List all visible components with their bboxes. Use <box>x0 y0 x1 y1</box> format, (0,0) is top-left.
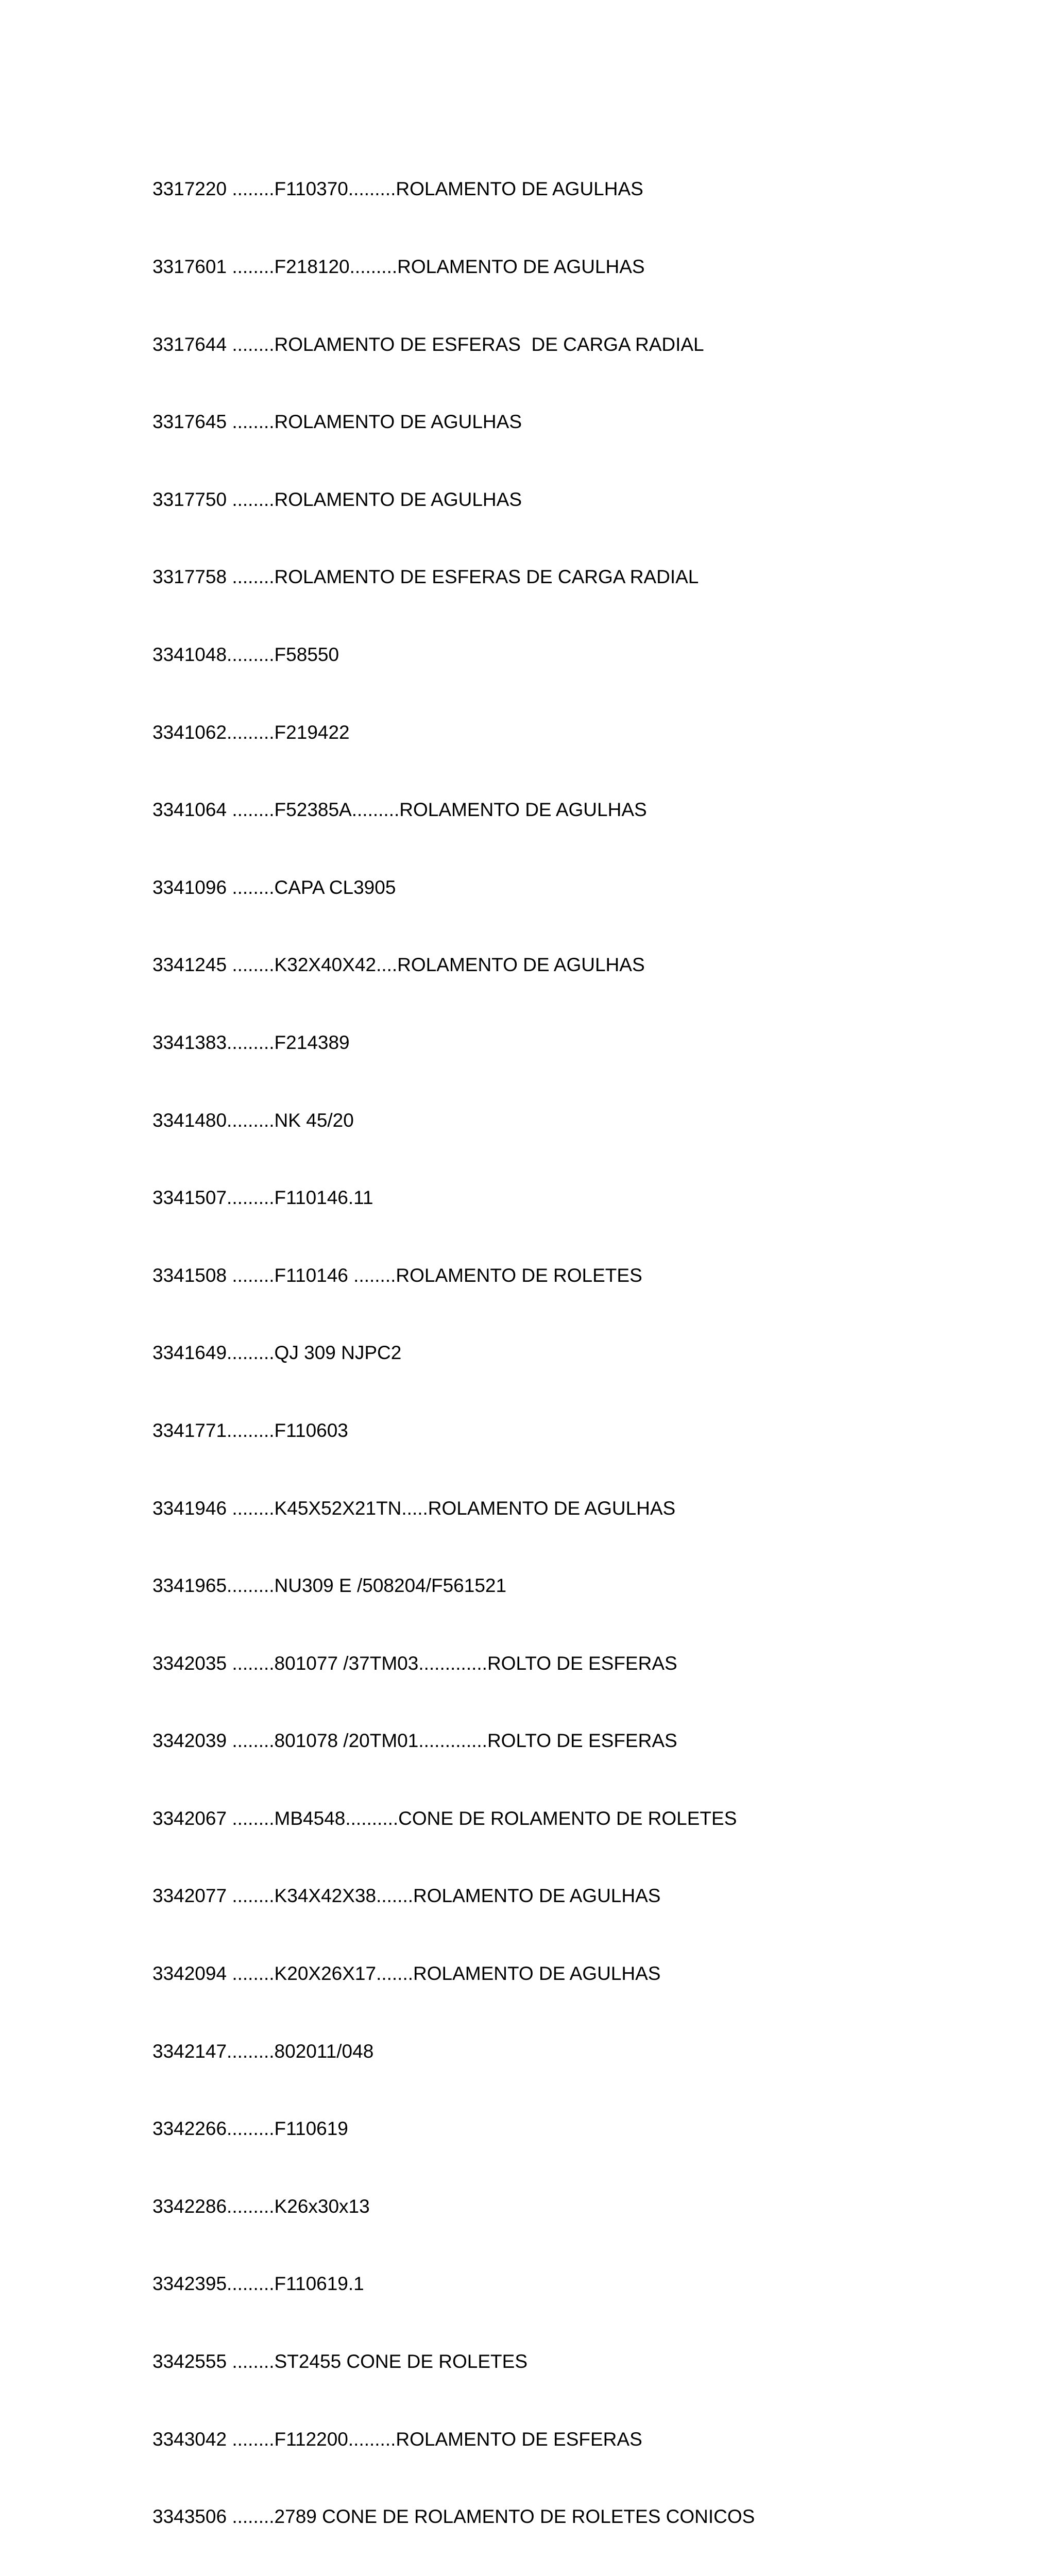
list-item: 3342266.........F110619 <box>152 2118 348 2140</box>
list-item: 3342039 ........801078 /20TM01.............ROLTO DE ESFERAS <box>152 1730 677 1752</box>
list-item: 3341507.........F110146.11 <box>152 1187 373 1209</box>
list-item: 3342094 ........K20X26X17.......ROLAMENTO DE AGULHAS <box>152 1963 661 1985</box>
list-item: 3341383.........F214389 <box>152 1031 350 1053</box>
list-item: 3342286.........K26x30x13 <box>152 2195 370 2217</box>
list-item: 3342395.........F110619.1 <box>152 2273 364 2295</box>
list-item: 3342147.........802011/048 <box>152 2040 374 2062</box>
list-item: 3317220 ........F110370.........ROLAMENTO DE AGULHAS <box>152 178 643 200</box>
list-item: 3341064 ........F52385A.........ROLAMENTO DE AGULHAS <box>152 799 647 821</box>
list-item: 3341096 ........CAPA CL3905 <box>152 876 396 898</box>
list-item: 3341649.........QJ 309 NJPC2 <box>152 1342 402 1364</box>
parts-list <box>152 125 769 2576</box>
list-item: 3343506 ........2789 CONE DE ROLAMENTO DE ROLETES CONICOS <box>152 2506 755 2528</box>
list-item: 3317758 ........ROLAMENTO DE ESFERAS DE CARGA RADIAL <box>152 566 699 588</box>
list-item: 3341946 ........K45X52X21TN.....ROLAMENTO DE AGULHAS <box>152 1497 676 1519</box>
list-item: 3342067 ........MB4548..........CONE DE ROLAMENTO DE ROLETES <box>152 1807 737 1829</box>
list-item: 3341480.........NK 45/20 <box>152 1109 354 1131</box>
list-item: 3341062.........F219422 <box>152 721 350 743</box>
list-item: 3317601 ........F218120.........ROLAMENTO DE AGULHAS <box>152 256 645 277</box>
list-item: 3341508 ........F110146 ........ROLAMENTO DE ROLETES <box>152 1264 642 1286</box>
list-item: 3342035 ........801077 /37TM03.............ROLTO DE ESFERAS <box>152 1652 677 1674</box>
list-item: 3341048.........F58550 <box>152 643 339 665</box>
list-item: 3342555 ........ST2455 CONE DE ROLETES <box>152 2351 528 2372</box>
list-item: 3317750 ........ROLAMENTO DE AGULHAS <box>152 488 522 510</box>
list-item: 3343042 ........F112200.........ROLAMENTO DE ESFERAS <box>152 2428 642 2450</box>
list-item: 3317645 ........ROLAMENTO DE AGULHAS <box>152 411 522 433</box>
list-item: 3341965.........NU309 E /508204/F561521 <box>152 1575 507 1597</box>
list-item: 3341245 ........K32X40X42....ROLAMENTO DE AGULHAS <box>152 954 645 976</box>
list-item: 3342077 ........K34X42X38.......ROLAMENTO DE AGULHAS <box>152 1885 661 1907</box>
list-item: 3341771.........F110603 <box>152 1419 348 1441</box>
list-item: 3317644 ........ROLAMENTO DE ESFERAS DE CARGA RADIAL <box>152 333 704 355</box>
